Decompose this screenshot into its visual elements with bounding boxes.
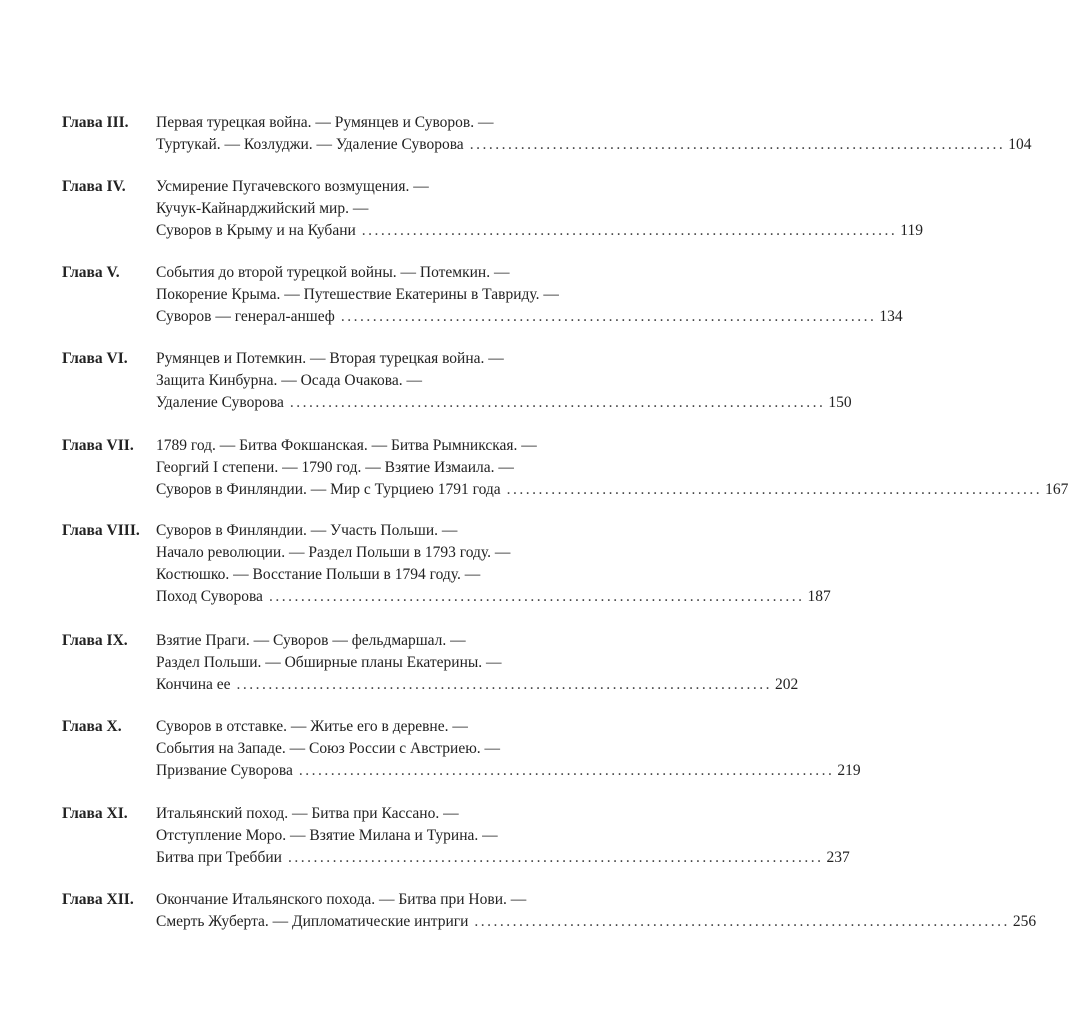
chapter-line: Отступление Моро. — Взятие Милана и Турина. — [156, 827, 498, 844]
chapter-line: Удаление Суворова [156, 394, 284, 411]
dot-leader: .................................................................................... [289, 394, 826, 411]
chapter-label: Глава VII. [62, 437, 134, 454]
page-number: 202 [775, 676, 799, 693]
chapter-line: Поход Суворова [156, 588, 263, 605]
chapter-line: Смерть Жуберта. — Дипломатические интриги [156, 913, 469, 930]
dot-leader: .................................................................................... [474, 913, 1010, 930]
page-number: 187 [807, 588, 831, 605]
chapter-final-line [156, 220, 923, 242]
chapter-line: Усмирение Пугачевского возмущения. — [156, 178, 429, 195]
dot-leader: .................................................................................... [298, 762, 835, 779]
chapter-line: Итальянский поход. — Битва при Кассано. — [156, 805, 459, 822]
chapter-label: Глава III. [62, 114, 129, 131]
page-number: 219 [837, 762, 861, 779]
chapter-label: Глава V. [62, 264, 120, 281]
chapter-line: Битва при Треббии [156, 849, 282, 866]
chapter-contents [156, 435, 1068, 501]
chapter-label: Глава IX. [62, 632, 128, 649]
page-number: 256 [1012, 913, 1037, 930]
chapter-label: Глава X. [62, 718, 122, 735]
chapter-line: Суворов в отставке. — Житье его в деревне. — [156, 718, 468, 735]
chapter-line: Суворов в Финляндии. — Участь Польши. — [156, 522, 458, 539]
chapter-line: События на Западе. — Союз России с Австриею. — [156, 740, 501, 757]
chapter-line: Защита Кинбурна. — Осада Очакова. — [156, 372, 423, 389]
chapter-line: Окончание Итальянского похода. — Битва при Нови. — [156, 891, 527, 908]
chapter-line: Призвание Суворова [156, 762, 293, 779]
chapter-contents [156, 520, 831, 608]
chapter-final-line [156, 760, 861, 782]
chapter-line: Раздел Польши. — Обширные планы Екатерины. — [156, 654, 502, 671]
chapter-line: События до второй турецкой войны. — Потемкин. — [156, 264, 510, 281]
chapter-final-line [156, 911, 1037, 933]
chapter-line: 1789 год. — Битва Фокшанская. — Битва Рымникская. — [156, 437, 537, 454]
chapter-label: Глава XII. [62, 891, 134, 908]
chapter-contents [156, 176, 923, 242]
chapter-contents [156, 112, 1032, 156]
dot-leader: .................................................................................... [287, 849, 824, 866]
chapter-final-line [156, 392, 852, 414]
chapter-contents [156, 630, 799, 696]
chapter-line: Туртукай. — Козлуджи. — Удаление Суворова [156, 136, 464, 153]
chapter-line: Суворов — генерал-аншеф [156, 308, 335, 325]
page-number: 167 [1045, 481, 1068, 498]
chapter-line: Кончина ее [156, 676, 231, 693]
chapter-final-line [156, 479, 1068, 501]
chapter-line: Покорение Крыма. — Путешествие Екатерины в Тавриду. — [156, 286, 559, 303]
chapter-line: Румянцев и Потемкин. — Вторая турецкая война. — [156, 350, 504, 367]
chapter-contents [156, 889, 1037, 933]
chapter-label: Глава VI. [62, 350, 128, 367]
chapter-label: Глава XI. [62, 805, 128, 822]
chapter-contents [156, 262, 903, 328]
chapter-line: Взятие Праги. — Суворов — фельдмаршал. — [156, 632, 466, 649]
chapter-line: Суворов в Крыму и на Кубани [156, 222, 356, 239]
chapter-line: Костюшко. — Восстание Польши в 1794 году. — [156, 566, 481, 583]
page-number: 237 [826, 849, 850, 866]
dot-leader: .................................................................................... [268, 588, 805, 605]
chapter-contents [156, 803, 850, 869]
chapter-line: Георгий I степени. — 1790 год. — Взятие Измаила. — [156, 459, 514, 476]
chapter-final-line [156, 306, 903, 328]
chapter-line: Суворов в Финляндии. — Мир с Турциею 1791 года [156, 481, 501, 498]
chapter-line: Кучук-Кайнарджийский мир. — [156, 200, 369, 217]
chapter-contents [156, 348, 852, 414]
chapter-label: Глава IV. [62, 178, 126, 195]
dot-leader: .................................................................................... [340, 308, 877, 325]
dot-leader: .................................................................................... [469, 136, 1006, 153]
page-number: 104 [1008, 136, 1032, 153]
page-number: 119 [900, 222, 923, 239]
dot-leader: .................................................................................... [506, 481, 1043, 498]
chapter-label: Глава VIII. [62, 522, 140, 539]
dot-leader: .................................................................................... [361, 222, 898, 239]
chapter-final-line [156, 586, 831, 608]
chapter-contents [156, 716, 861, 782]
chapter-line: Начало революции. — Раздел Польши в 1793 году. — [156, 544, 511, 561]
page-number: 150 [828, 394, 852, 411]
chapter-final-line [156, 134, 1032, 156]
chapter-final-line [156, 674, 799, 696]
chapter-line: Первая турецкая война. — Румянцев и Суворов. — [156, 114, 494, 131]
chapter-final-line [156, 847, 850, 869]
dot-leader: .................................................................................... [236, 676, 773, 693]
page-number: 134 [879, 308, 903, 325]
